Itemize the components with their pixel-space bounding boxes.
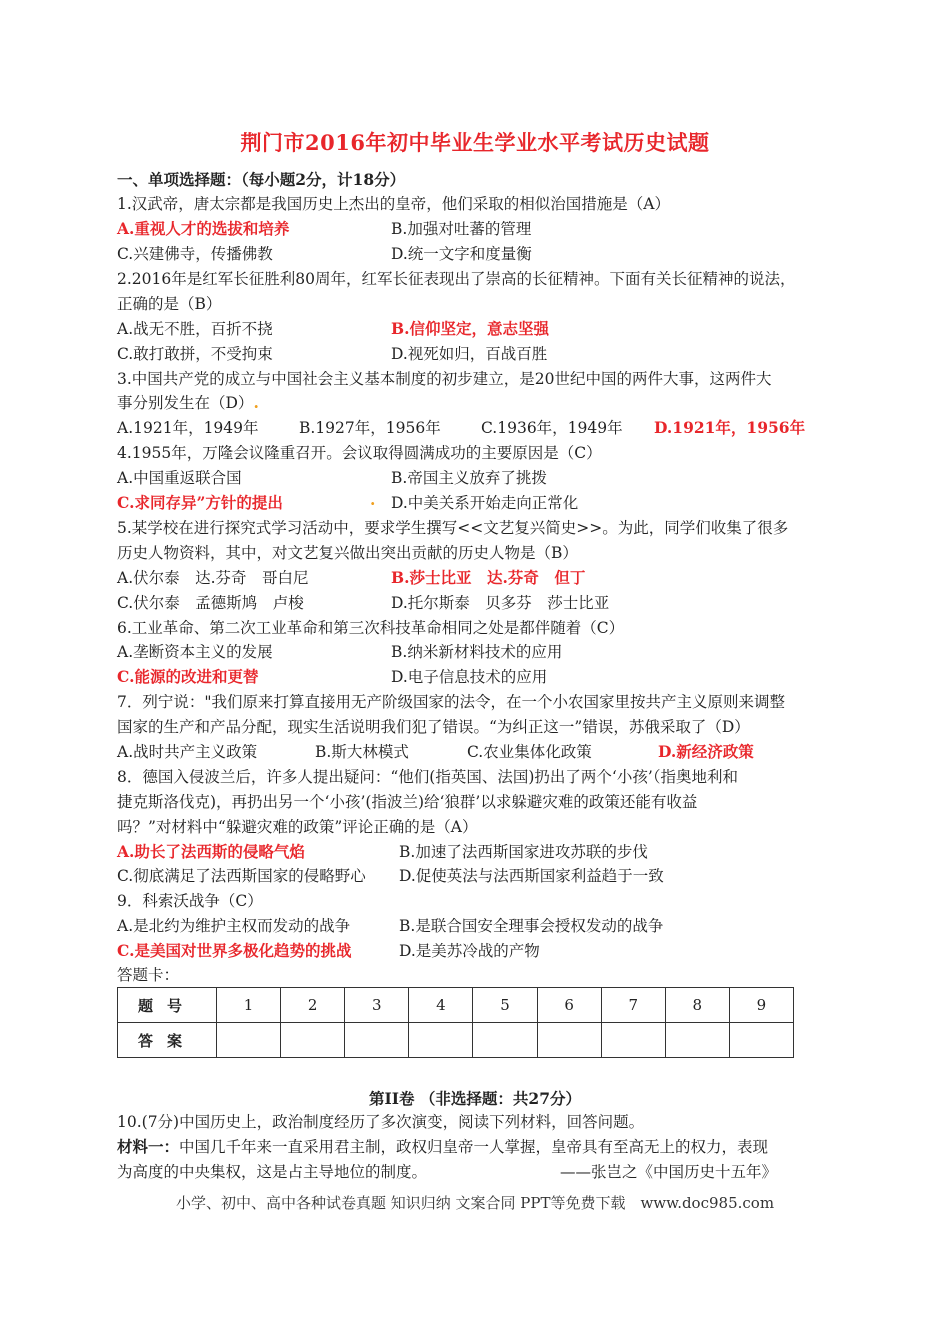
q9-stem-text: ．科索沃战争（C） — [126, 892, 263, 910]
page-footer: 小学、初中、高中各种试卷真题 知识归纳 文案合同 PPT等免费下载 www.doc985.com — [175, 1194, 775, 1212]
q5-option-d: D.托尔斯泰 贝多芬 莎士比亚 — [391, 594, 610, 612]
q4-option-b: B.帝国主义放弃了挑拨 — [391, 469, 547, 487]
answer-card-number: 6 — [537, 988, 601, 1023]
section2-heading: 第II卷 （非选择题：共27分） — [369, 1089, 581, 1108]
q6-option-b: B.纳米新材料技术的应用 — [391, 643, 563, 661]
q8-stem-text: ．德国入侵波兰后，许多人提出疑问：“他们(指英国、法国)扔出了两个‘小孩’（指奥地利和 — [126, 768, 739, 786]
q3-option-d: D.1921年，1956年 — [654, 418, 806, 437]
q3-stem-line1: 3.中国共产党的成立与中国社会主义基本制度的初步建立，是20世纪中国的两件大事，这两件大 — [117, 370, 772, 388]
q10-material1-line1 — [117, 1137, 768, 1157]
q10-stem: 10.(7分)中国历史上，政治制度经历了多次演变，阅读下列材料，回答问题。 — [117, 1113, 645, 1131]
q8-number: 8 — [117, 768, 127, 786]
q4-stem: 4.1955年，万隆会议隆重召开。会议取得圆满成功的主要原因是（C） — [117, 444, 602, 462]
answer-cell[interactable] — [537, 1023, 601, 1058]
q5-option-b: B.莎士比亚 达.芬奇 但丁 — [391, 568, 586, 587]
q3-option-c: C.1936年，1949年 — [481, 419, 623, 437]
q9-number: 9 — [117, 892, 127, 910]
answer-cell[interactable] — [217, 1023, 281, 1058]
q8-stem-line3: 吗？”对材料中“躲避灾难的政策”评论正确的是（A） — [117, 818, 478, 836]
q9-stem — [117, 891, 263, 911]
orange-dot-mark: . — [370, 490, 376, 509]
q7-stem-line2: 国家的生产和产品分配，现实生活说明我们犯了错误。“为纠正这一”错误，苏俄采取了（D） — [117, 718, 750, 736]
q7-option-a: A.战时共产主义政策 — [117, 743, 258, 761]
q8-option-c: C.彻底满足了法西斯国家的侵略野心 — [117, 867, 366, 885]
q3-option-b: B.1927年，1956年 — [299, 419, 441, 437]
q10-material1-label: 材料一： — [117, 1137, 180, 1156]
q2-option-a: A.战无不胜，百折不挠 — [117, 320, 273, 338]
q2-stem-line1: 2.2016年是红军长征胜利80周年，红军长征表现出了崇高的长征精神。下面有关长征精神的说法， — [117, 270, 796, 288]
q4-option-a: A.中国重返联合国 — [117, 469, 242, 487]
answer-cell[interactable] — [473, 1023, 537, 1058]
q2-stem-line2: 正确的是（B） — [117, 295, 222, 313]
answer-cell[interactable] — [665, 1023, 729, 1058]
q10-material1-line2: 为高度的中央集权，这是占主导地位的制度。 — [117, 1163, 428, 1181]
answer-card-number: 7 — [601, 988, 665, 1023]
answer-card-label: 答题卡： — [117, 966, 180, 984]
q3-option-a: A.1921年，1949年 — [117, 419, 259, 437]
q8-option-b: B.加速了法西斯国家进攻苏联的步伐 — [399, 843, 648, 861]
q6-stem: 6.工业革命、第二次工业革命和第三次科技革命相同之处是都伴随着（C） — [117, 619, 625, 637]
q1-option-a: A.重视人才的选拔和培养 — [117, 219, 290, 238]
q3-stem-line2 — [117, 393, 259, 413]
q4-option-c: C.求同存异”方针的提出 — [117, 493, 283, 512]
q2-option-b: B.信仰坚定，意志坚强 — [391, 319, 549, 338]
answer-card-number: 3 — [345, 988, 409, 1023]
q5-option-c: C.伏尔泰 孟德斯鸠 卢梭 — [117, 594, 304, 612]
q5-option-a: A.伏尔泰 达.芬奇 哥白尼 — [117, 569, 309, 587]
q2-option-c: C.敢打敢拼，不受拘束 — [117, 345, 273, 363]
answer-card-number: 9 — [729, 988, 793, 1023]
q9-option-b: B.是联合国安全理事会授权发动的战争 — [399, 917, 664, 935]
q1-option-c: C.兴建佛寺，传播佛教 — [117, 245, 273, 263]
q7-option-b: B.斯大林模式 — [315, 743, 409, 761]
answer-cell[interactable] — [409, 1023, 473, 1058]
q4-option-d: D.中美关系开始走向正常化 — [391, 494, 579, 512]
q5-stem-line1: 5.某学校在进行探究式学习活动中，要求学生撰写<<文艺复兴简史>>。为此，同学们收集了很多 — [117, 519, 789, 537]
answer-card-number: 1 — [217, 988, 281, 1023]
q8-option-a: A.助长了法西斯的侵略气焰 — [117, 842, 305, 861]
q9-option-a: A.是北约为维护主权而发动的战争 — [117, 917, 351, 935]
answer-card-row-head-number: 题号 — [118, 988, 217, 1023]
q7-option-d: D.新经济政策 — [658, 742, 754, 761]
q6-option-d: D.电子信息技术的应用 — [391, 668, 548, 686]
answer-cell[interactable] — [281, 1023, 345, 1058]
q9-option-d: D.是美苏冷战的产物 — [399, 942, 540, 960]
q3-stem-line2-text: 事分别发生在（D） — [117, 394, 254, 412]
answer-card-number: 2 — [281, 988, 345, 1023]
answer-cell[interactable] — [345, 1023, 409, 1058]
q2-option-d: D.视死如归，百战百胜 — [391, 345, 548, 363]
q10-material1-source: ——张岂之《中国历史十五年》 — [560, 1163, 778, 1181]
answer-card-answer-row — [118, 1023, 794, 1058]
answer-card-number: 8 — [665, 988, 729, 1023]
q7-stem-line1 — [117, 692, 785, 712]
exam-title: 荆门市2016年初中毕业生学业水平考试历史试题 — [240, 130, 710, 155]
q7-number: 7 — [117, 693, 127, 711]
q8-stem-line1 — [117, 767, 738, 787]
q8-option-d: D.促使英法与法西斯国家利益趋于一致 — [399, 867, 664, 885]
answer-card-number-row — [118, 988, 794, 1023]
orange-dot-mark: . — [253, 393, 259, 412]
answer-cell[interactable] — [601, 1023, 665, 1058]
q1-stem: 1.汉武帝，唐太宗都是我国历史上杰出的皇帝，他们采取的相似治国措施是（A） — [117, 195, 670, 213]
q7-stem-text: ．列宁说："我们原来打算直接用无产阶级国家的法令，在一个小农国家里按共产主义原则来调整 — [126, 693, 786, 711]
q5-stem-line2: 历史人物资料，其中，对文艺复兴做出突出贡献的历史人物是（B） — [117, 544, 578, 562]
section1-heading: 一、单项选择题：（每小题2分，计18分） — [117, 170, 406, 189]
answer-card-number: 5 — [473, 988, 537, 1023]
q8-stem-line2: 捷克斯洛伐克)，再扔出另一个‘小孩’(指波兰)给‘狼群’以求躲避灾难的政策还能有收益 — [117, 793, 698, 811]
q7-option-c: C.农业集体化政策 — [467, 743, 592, 761]
q6-option-c: C.能源的改进和更替 — [117, 667, 259, 686]
q1-option-d: D.统一文字和度量衡 — [391, 245, 532, 263]
q9-option-c: C.是美国对世界多极化趋势的挑战 — [117, 941, 352, 960]
q6-option-a: A.垄断资本主义的发展 — [117, 643, 273, 661]
answer-card-row-head-answer: 答案 — [118, 1023, 217, 1058]
answer-cell[interactable] — [729, 1023, 793, 1058]
answer-card-table — [117, 987, 794, 1058]
answer-card-number: 4 — [409, 988, 473, 1023]
q10-material1-text: 中国几千年来一直采用君主制，政权归皇帝一人掌握，皇帝具有至高无上的权力，表现 — [179, 1138, 769, 1156]
q1-option-b: B.加强对吐蕃的管理 — [391, 220, 532, 238]
